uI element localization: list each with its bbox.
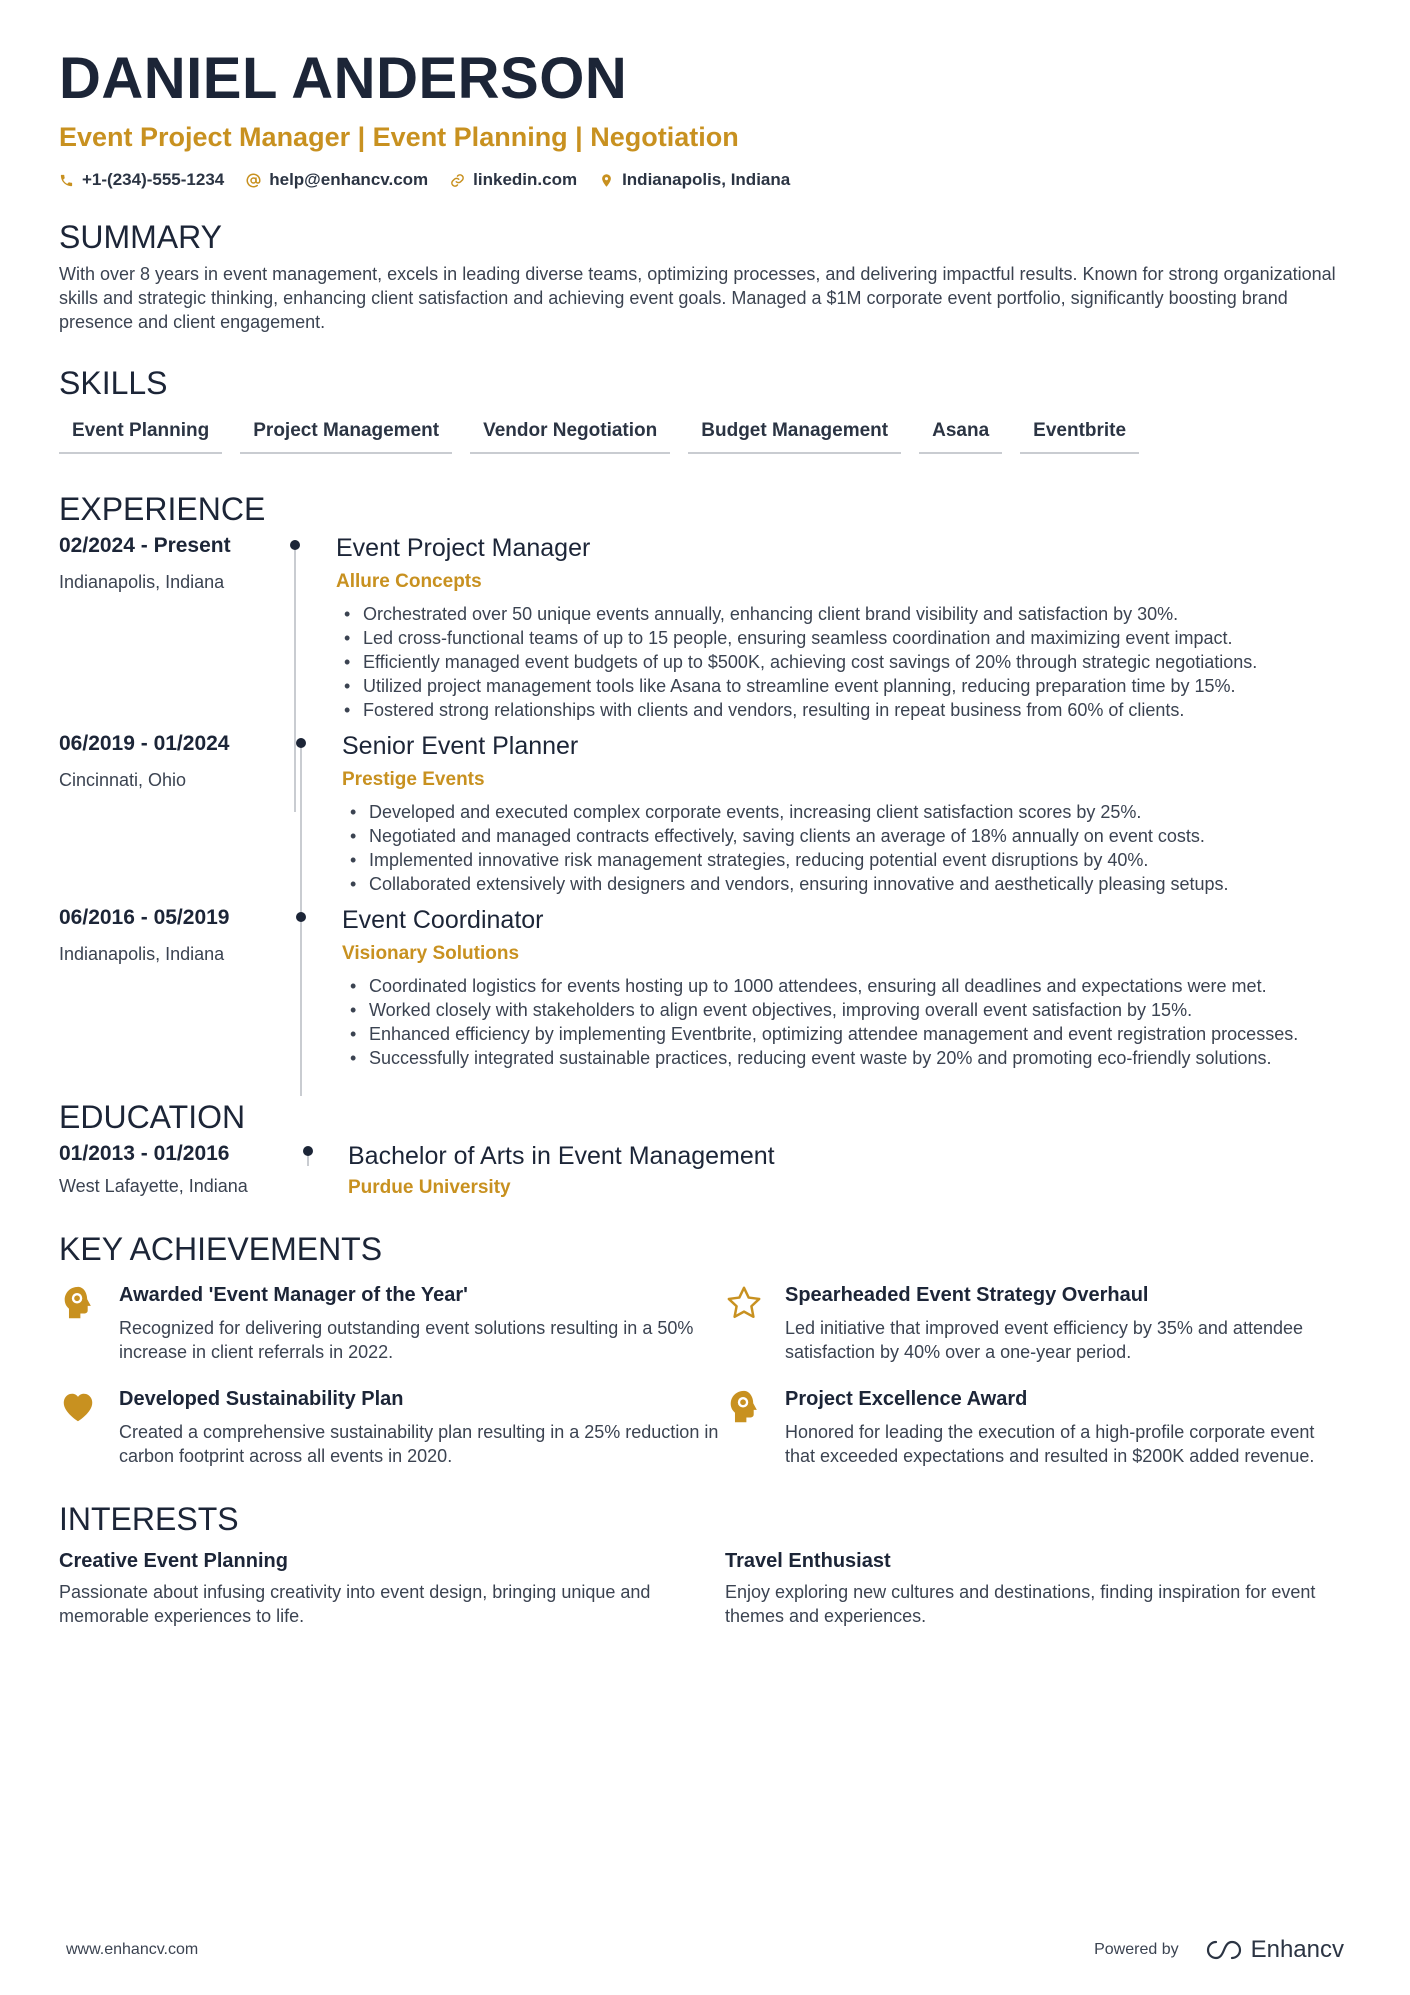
summary-heading: SUMMARY (59, 219, 222, 255)
bullet-item: • Fostered strong relationships with clients and vendors, resulting in repeat business from 60% of clients. (336, 698, 1350, 722)
education-heading: EDUCATION (59, 1099, 246, 1135)
map-pin-icon (599, 173, 614, 188)
education-entry (59, 1140, 1350, 1200)
experience-location: Cincinnati, Ohio (59, 770, 187, 790)
experience-role: Senior Event Planner (342, 732, 579, 760)
bullet-item: • Worked closely with stakeholders to align event objectives, improving overall event satisfaction by 15%. (342, 998, 1350, 1022)
achievement-text: Honored for leading the execution of a high-profile corporate event that exceeded expectations and resulted in $200K added revenue. (785, 1422, 1315, 1466)
interest-text: Enjoy exploring new cultures and destinations, finding inspiration for event themes and experiences. (725, 1582, 1316, 1626)
experience-company: Allure Concepts (336, 571, 482, 592)
achievement-item (59, 1282, 725, 1364)
skill-tag: Eventbrite (1020, 414, 1139, 454)
skill-tag: Event Planning (59, 414, 222, 454)
star-icon (725, 1282, 785, 1364)
experience-location: Indianapolis, Indiana (59, 572, 225, 592)
location-text: Indianapolis, Indiana (622, 170, 791, 189)
experience-entry (59, 532, 1350, 722)
experience-meta (59, 904, 291, 1070)
bullet-item: • Developed and executed complex corporate events, increasing client satisfaction scores by 25%. (342, 800, 1350, 824)
experience-date: 06/2019 - 01/2024 (59, 732, 230, 755)
experience-role: Event Coordinator (342, 906, 544, 934)
interest-item (725, 1548, 1349, 1628)
experience-entry (59, 904, 1350, 1070)
experience-company: Prestige Events (342, 769, 485, 790)
candidate-subtitle: Event Project Manager | Event Planning | Negotiation (59, 122, 739, 152)
enhancv-logo[interactable] (1205, 1936, 1344, 1964)
timeline-dot (290, 540, 300, 550)
bullet-item: • Collaborated extensively with designers and vendors, ensuring innovative and aesthetically pleasing setups. (342, 872, 1350, 896)
summary-text: With over 8 years in event management, excels in leading diverse teams, optimizing processes, and delivering impactful results. Known for strong organizational skills and strategic thinking, enhancing client satisfaction and achieving event goals. Managed a $1M corporate event portfolio, significantly boosting brand presence and client engagement. (59, 264, 1336, 332)
footer-url[interactable]: www.enhancv.com (66, 1941, 199, 1958)
bullet-item: • Utilized project management tools like Asana to streamline event planning, reducing preparation time by 15%. (336, 674, 1350, 698)
bullet-item: • Successfully integrated sustainable practices, reducing event waste by 20% and promoting eco-friendly solutions. (342, 1046, 1350, 1070)
achievement-text: Led initiative that improved event efficiency by 35% and attendee satisfaction by 40% over a one-year period. (785, 1318, 1304, 1362)
achievement-item (725, 1386, 1349, 1468)
achievement-item (725, 1282, 1349, 1364)
bullet-item: • Coordinated logistics for events hosting up to 1000 attendees, ensuring all deadlines and expectations were met. (342, 974, 1350, 998)
experience-meta (59, 730, 291, 896)
brand-name: Enhancv (1250, 1936, 1344, 1963)
bullet-item: • Enhanced efficiency by implementing Eventbrite, optimizing attendee management and event registration processes. (342, 1022, 1350, 1046)
education-meta (59, 1140, 299, 1200)
experience-location: Indianapolis, Indiana (59, 944, 225, 964)
experience-heading: EXPERIENCE (59, 491, 266, 527)
bullet-item: • Led cross-functional teams of up to 15 people, ensuring seamless coordination and maximizing event impact. (336, 626, 1350, 650)
interest-title: Travel Enthusiast (725, 1550, 891, 1572)
timeline-dot (296, 912, 306, 922)
timeline-dot (303, 1146, 313, 1156)
skill-tag: Project Management (240, 414, 452, 454)
skill-tag: Asana (919, 414, 1002, 454)
interests-grid (59, 1548, 1350, 1628)
page-footer (66, 1936, 1344, 1964)
timeline-line (300, 738, 302, 930)
education-location: West Lafayette, Indiana (59, 1176, 248, 1196)
interest-text: Passionate about infusing creativity into event design, bringing unique and memorable experiences to life. (59, 1582, 651, 1626)
contact-location (599, 170, 790, 190)
education-school: Purdue University (348, 1177, 511, 1198)
education-date: 01/2013 - 01/2016 (59, 1142, 230, 1165)
interest-item (59, 1548, 725, 1628)
achievement-title: Awarded 'Event Manager of the Year' (119, 1284, 468, 1306)
achievement-title: Spearheaded Event Strategy Overhaul (785, 1284, 1149, 1306)
timeline-dot (296, 738, 306, 748)
experience-company: Visionary Solutions (342, 943, 520, 964)
experience-bullets (336, 602, 1350, 722)
experience-body (291, 532, 1350, 722)
bullet-item: • Implemented innovative risk management strategies, reducing potential event disruptions by 40%. (342, 848, 1350, 872)
skills-list (59, 414, 1350, 454)
achievement-text: Created a comprehensive sustainability plan resulting in a 25% reduction in carbon footprint across all events in 2020. (119, 1422, 719, 1466)
lightbulb-head-icon (725, 1386, 785, 1468)
heart-icon (59, 1386, 119, 1468)
phone-text: +1-(234)-555-1234 (82, 170, 225, 189)
contact-email[interactable] (246, 170, 428, 190)
education-degree: Bachelor of Arts in Event Management (348, 1142, 775, 1170)
experience-entry (59, 730, 1350, 896)
timeline-line (300, 912, 302, 1096)
linkedin-text: linkedin.com (473, 170, 578, 189)
bullet-item: • Negotiated and managed contracts effectively, saving clients an average of 18% annually on event costs. (342, 824, 1350, 848)
interests-heading: INTERESTS (59, 1501, 239, 1537)
experience-date: 06/2016 - 05/2019 (59, 906, 230, 929)
achievement-title: Developed Sustainability Plan (119, 1388, 404, 1410)
bullet-item: • Efficiently managed event budgets of up to $500K, achieving cost savings of 20% through strategic negotiations. (336, 650, 1350, 674)
experience-meta (59, 532, 291, 722)
footer-branding (1094, 1936, 1344, 1964)
experience-body (291, 904, 1350, 1070)
email-text: help@enhancv.com (269, 170, 429, 189)
phone-icon (59, 173, 74, 188)
experience-date: 02/2024 - Present (59, 534, 231, 557)
experience-bullets (342, 974, 1350, 1070)
achievements-heading: KEY ACHIEVEMENTS (59, 1231, 383, 1267)
link-icon (450, 173, 465, 188)
infinity-logo-icon (1205, 1939, 1243, 1961)
experience-bullets (342, 800, 1350, 896)
interest-title: Creative Event Planning (59, 1550, 288, 1572)
candidate-name: DANIEL ANDERSON (59, 46, 628, 111)
achievements-grid (59, 1282, 1350, 1468)
skills-heading: SKILLS (59, 365, 168, 401)
skill-tag: Budget Management (688, 414, 901, 454)
experience-role: Event Project Manager (336, 534, 591, 562)
skill-tag: Vendor Negotiation (470, 414, 670, 454)
powered-by-label: Powered by (1094, 1941, 1179, 1958)
at-sign-icon (246, 173, 261, 188)
contact-phone[interactable] (59, 170, 224, 190)
contact-linkedin[interactable] (450, 170, 577, 190)
contact-bar (59, 170, 1350, 190)
achievement-title: Project Excellence Award (785, 1388, 1028, 1410)
achievement-text: Recognized for delivering outstanding event solutions resulting in a 50% increase in client referrals in 2022. (119, 1318, 694, 1362)
lightbulb-head-icon (59, 1282, 119, 1364)
bullet-item: • Orchestrated over 50 unique events annually, enhancing client brand visibility and satisfaction by 30%. (336, 602, 1350, 626)
education-body (299, 1140, 1350, 1200)
achievement-item (59, 1386, 725, 1468)
experience-body (291, 730, 1350, 896)
